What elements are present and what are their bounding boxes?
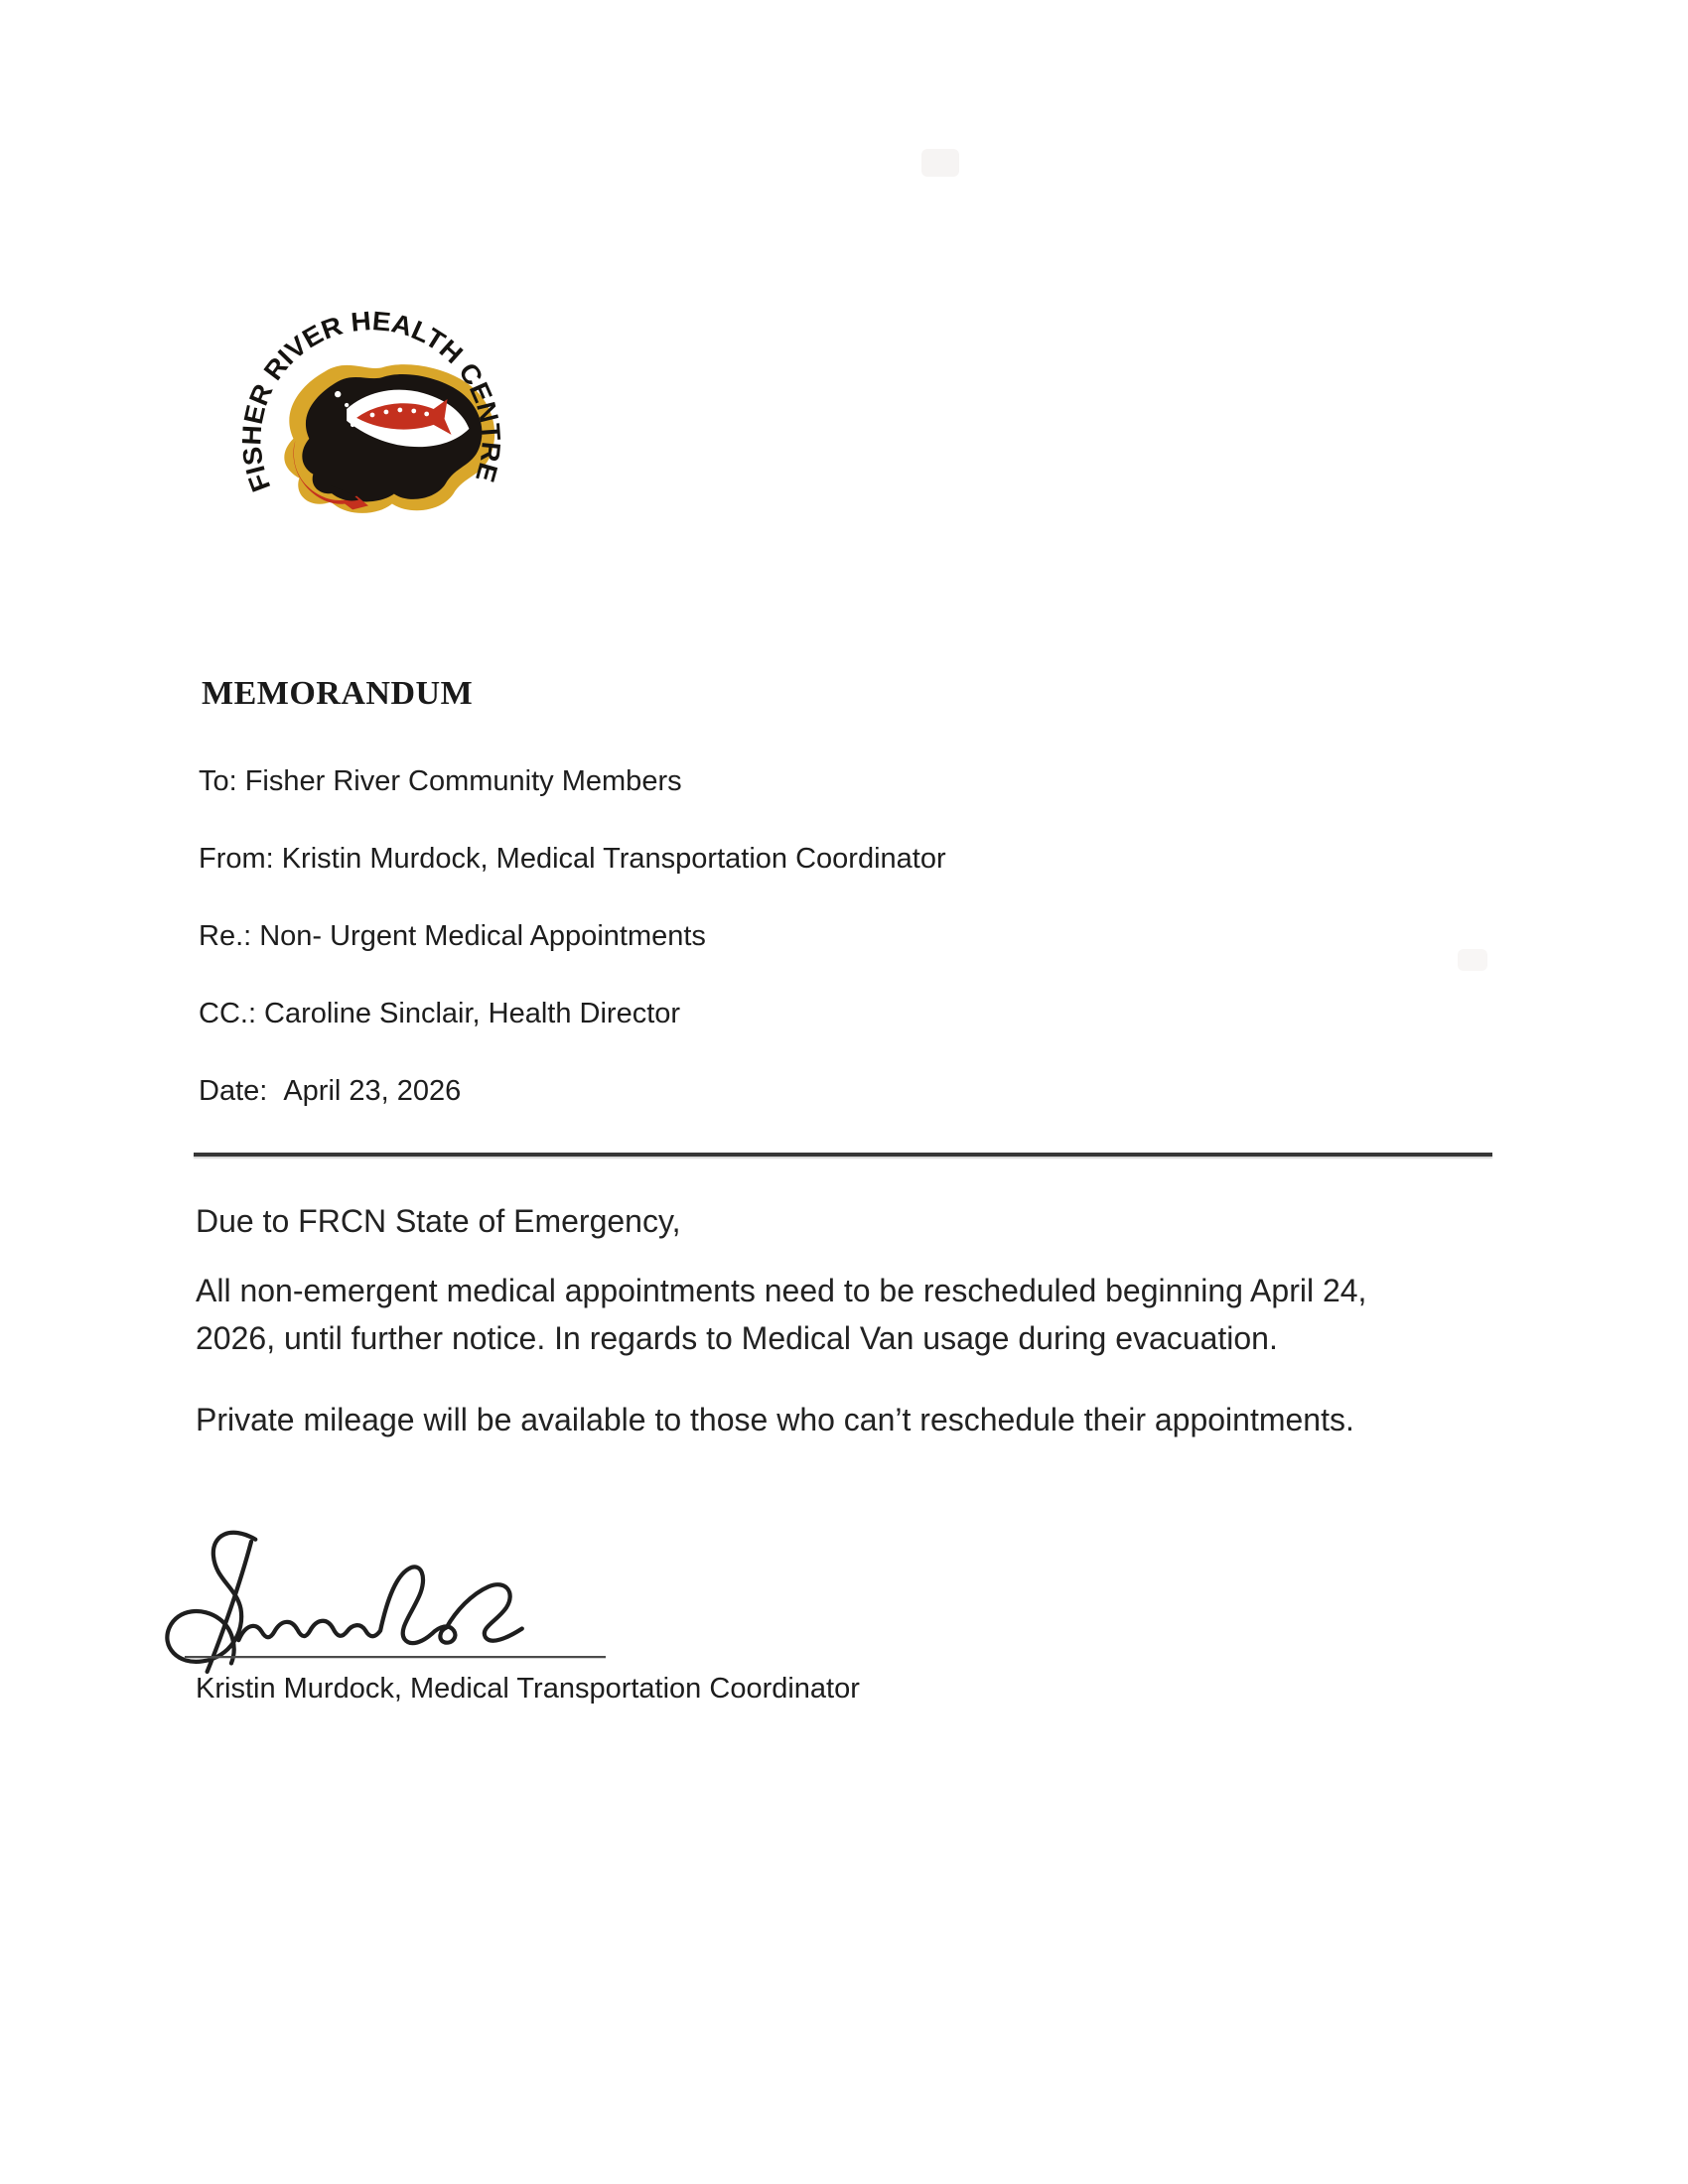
field-re-value: Non- Urgent Medical Appointments	[259, 920, 706, 952]
signature-underline	[185, 1656, 606, 1658]
field-date-label: Date:	[199, 1075, 268, 1107]
scan-smudge	[1458, 949, 1487, 971]
body-line: Private mileage will be available to those who can’t reschedule their appointments.	[196, 1402, 1354, 1437]
memo-title: MEMORANDUM	[202, 675, 474, 712]
signature-strokes	[167, 1533, 521, 1672]
signature-graphic	[135, 1527, 624, 1674]
field-to-value: Fisher River Community Members	[244, 765, 682, 797]
field-re	[199, 917, 706, 955]
field-from-label: From:	[199, 843, 274, 875]
fisher-spot	[348, 413, 352, 417]
fish-speckle	[370, 413, 375, 418]
field-cc	[199, 995, 680, 1032]
signature-name-title: Kristin Murdock, Medical Transportation Coordinator	[196, 1673, 860, 1705]
body-paragraph-2	[196, 1267, 1366, 1362]
scan-smudge	[921, 149, 959, 177]
field-to-label: To:	[199, 765, 237, 797]
body-paragraph-3	[196, 1396, 1354, 1443]
fisher-spot	[351, 423, 354, 427]
fisher-eye	[335, 391, 341, 397]
body-line: All non-emergent medical appointments need to be rescheduled beginning April 24,	[196, 1273, 1367, 1308]
field-from-value: Kristin Murdock, Medical Transportation Coordinator	[281, 843, 946, 875]
divider-rule	[194, 1153, 1492, 1157]
field-date	[199, 1072, 461, 1110]
field-from	[199, 840, 946, 878]
logo-graphic	[199, 292, 544, 522]
fish-speckle	[411, 409, 416, 414]
field-to	[199, 762, 682, 800]
field-cc-value: Caroline Sinclair, Health Director	[264, 998, 681, 1029]
fisher-spot	[345, 403, 349, 407]
fish-speckle	[424, 412, 429, 417]
field-date-value: April 23, 2026	[283, 1075, 462, 1107]
field-cc-label: CC.:	[199, 998, 256, 1029]
fish-speckle	[384, 410, 389, 415]
body-paragraph-1	[196, 1197, 680, 1245]
fisher-river-health-centre-logo	[199, 292, 544, 522]
handwritten-signature	[135, 1527, 624, 1674]
fish-speckle	[397, 408, 402, 413]
field-re-label: Re.:	[199, 920, 252, 952]
body-line: Due to FRCN State of Emergency,	[196, 1203, 681, 1239]
logo-arc-text: FISHER RIVER HEALTH CENTRE	[236, 306, 506, 496]
body-line: 2026, until further notice. In regards to Medical Van usage during evacuation.	[196, 1320, 1278, 1356]
